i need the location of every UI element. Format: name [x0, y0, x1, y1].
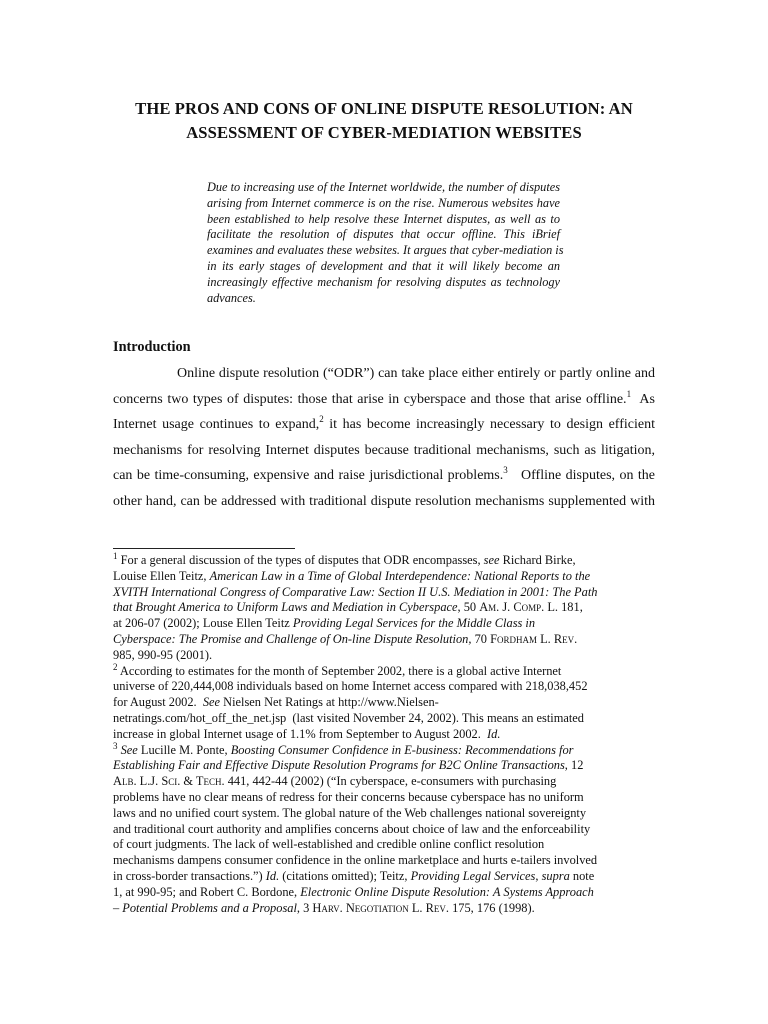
body-line: Internet usage continues to expand,$^2$ it has become increasingly necessary to design efficient — [113, 414, 655, 432]
abstract-line: increasingly effective mechanism for resolving disputes as technology — [207, 274, 560, 289]
footnote-3-line: – Potential Problems and a Proposal, 3 Harv. Negotiation L. Rev. 175, 176 (1998). — [113, 900, 535, 915]
abstract — [207, 180, 564, 306]
footnote-3-line: 1, at 990-95; and Robert C. Bordone, Electronic Online Dispute Resolution: A Systems Approach — [113, 884, 594, 899]
paper-title — [80, 97, 688, 145]
abstract-line: facilitate the resolution of disputes that occur offline. This iBrief — [207, 227, 560, 242]
footnote-2-line: $^2$ According to estimates for the month of September 2002, there is a global active Internet — [113, 661, 562, 678]
footnote-3-line: of court judgments. The lack of well-established and credible online conflict resolution — [113, 837, 545, 852]
footnote-2-line: for August 2002. See Nielsen Net Ratings at http://www.Nielsen- — [113, 695, 439, 710]
body-line: mechanisms for resolving Internet disputes because traditional mechanisms, such as litigation, — [113, 442, 655, 458]
footnote-3-line: in cross-border transactions.”) Id. (citations omitted); Teitz, Providing Legal Services, supra note — [113, 868, 595, 883]
footnote-ref-2[interactable]: 2 — [319, 414, 324, 424]
footnote-3-line: $^3$ See Lucille M. Ponte, Boosting Consumer Confidence in E-business: Recommendations for — [113, 740, 574, 757]
body-line: Online dispute resolution (“ODR”) can take place either entirely or partly online and — [177, 366, 655, 381]
footnote-number-2: 2 — [113, 661, 118, 672]
footnote-1-line: $^1$ For a general discussion of the types of disputes that ODR encompasses, see Richard Birke, — [113, 551, 576, 567]
body-line: concerns two types of disputes: those that arise in cyberspace and those that arise offline.$^1$ As — [113, 388, 655, 407]
footnote-number-3: 3 — [113, 740, 118, 751]
footnote-1-line: that Brought America to Uniform Laws and Mediation in Cyberspace, 50 Am. J. Comp. L. 181, — [113, 600, 583, 615]
footnote-3-line: Establishing Fair and Effective Dispute Resolution Programs for B2C Online Transactions, 12 — [113, 758, 584, 773]
footnote-divider — [113, 548, 295, 549]
footnote-1-line: Louise Ellen Teitz, American Law in a Time of Global Interdependence: National Reports to the — [113, 568, 591, 583]
footnote-ref-1[interactable]: 1 — [626, 388, 632, 399]
abstract-line: been established to help resolve these Internet disputes, as well as to — [207, 211, 560, 226]
abstract-line: arising from Internet commerce is on the rise. Numerous websites have — [207, 195, 560, 210]
abstract-line: examines and evaluates these websites. It argues that cyber-mediation is — [207, 243, 564, 258]
abstract-line: in its early stages of development and that it will likely become an — [207, 258, 560, 273]
footnote-2-line: netratings.com/hot_off_the_net.jsp (last visited November 24, 2002). This means an estimated — [113, 710, 584, 725]
footnotes — [113, 553, 658, 916]
footnote-3-line: and traditional court authority and amplifies concerns about choice of law and the enforceability — [113, 821, 591, 836]
title-line-1: THE PROS AND CONS OF ONLINE DISPUTE RESOLUTION: AN — [135, 99, 633, 118]
body-line: other hand, can be addressed with traditional dispute resolution mechanisms supplemented with — [113, 493, 655, 509]
footnote-1-line: at 206-07 (2002); Louse Ellen Teitz Providing Legal Services for the Middle Class in — [113, 616, 536, 631]
title-line-2: ASSESSMENT OF CYBER-MEDIATION WEBSITES — [186, 123, 582, 142]
abstract-line: Due to increasing use of the Internet worldwide, the number of disputes — [207, 180, 560, 194]
footnote-3-line: problems have no clear means of redress for their concerns because cyberspace has no uniform — [113, 789, 584, 804]
footnote-3-line: Alb. L.J. Sci. & Tech. 441, 442-44 (2002) (“In cyberspace, e-consumers with purchasing — [113, 774, 557, 789]
footnote-1-line: Cyberspace: The Promise and Challenge of On-line Dispute Resolution, 70 Fordham L. Rev. — [113, 631, 578, 646]
body-paragraph — [113, 361, 655, 514]
section-heading: Introduction — [113, 339, 191, 355]
footnote-3-line: laws and no unified court system. The global nature of the Web challenges national sovereignty — [113, 805, 587, 820]
footnote-1-line: 985, 990-95 (2001). — [113, 647, 213, 662]
footnote-number-1: 1 — [113, 551, 118, 561]
footnote-2-line: increase in global Internet usage of 1.1% from September to August 2002. Id. — [113, 726, 501, 741]
footnote-3-line: mechanisms dampens consumer confidence in the online marketplace and hurts e-tailers involved — [113, 853, 598, 868]
footnote-2-line: universe of 220,444,008 individuals based on home Internet access compared with 218,038,452 — [113, 679, 588, 694]
footnote-ref-3[interactable]: 3 — [503, 465, 508, 475]
abstract-line: advances. — [207, 290, 256, 305]
body-line: can be time-consuming, expensive and raise jurisdictional problems.$^3$ Offline disputes, on the — [113, 465, 655, 483]
footnote-1-line: XVITH International Congress of Comparative Law: Section II U.S. Mediation in 2001: The Path — [113, 584, 598, 599]
